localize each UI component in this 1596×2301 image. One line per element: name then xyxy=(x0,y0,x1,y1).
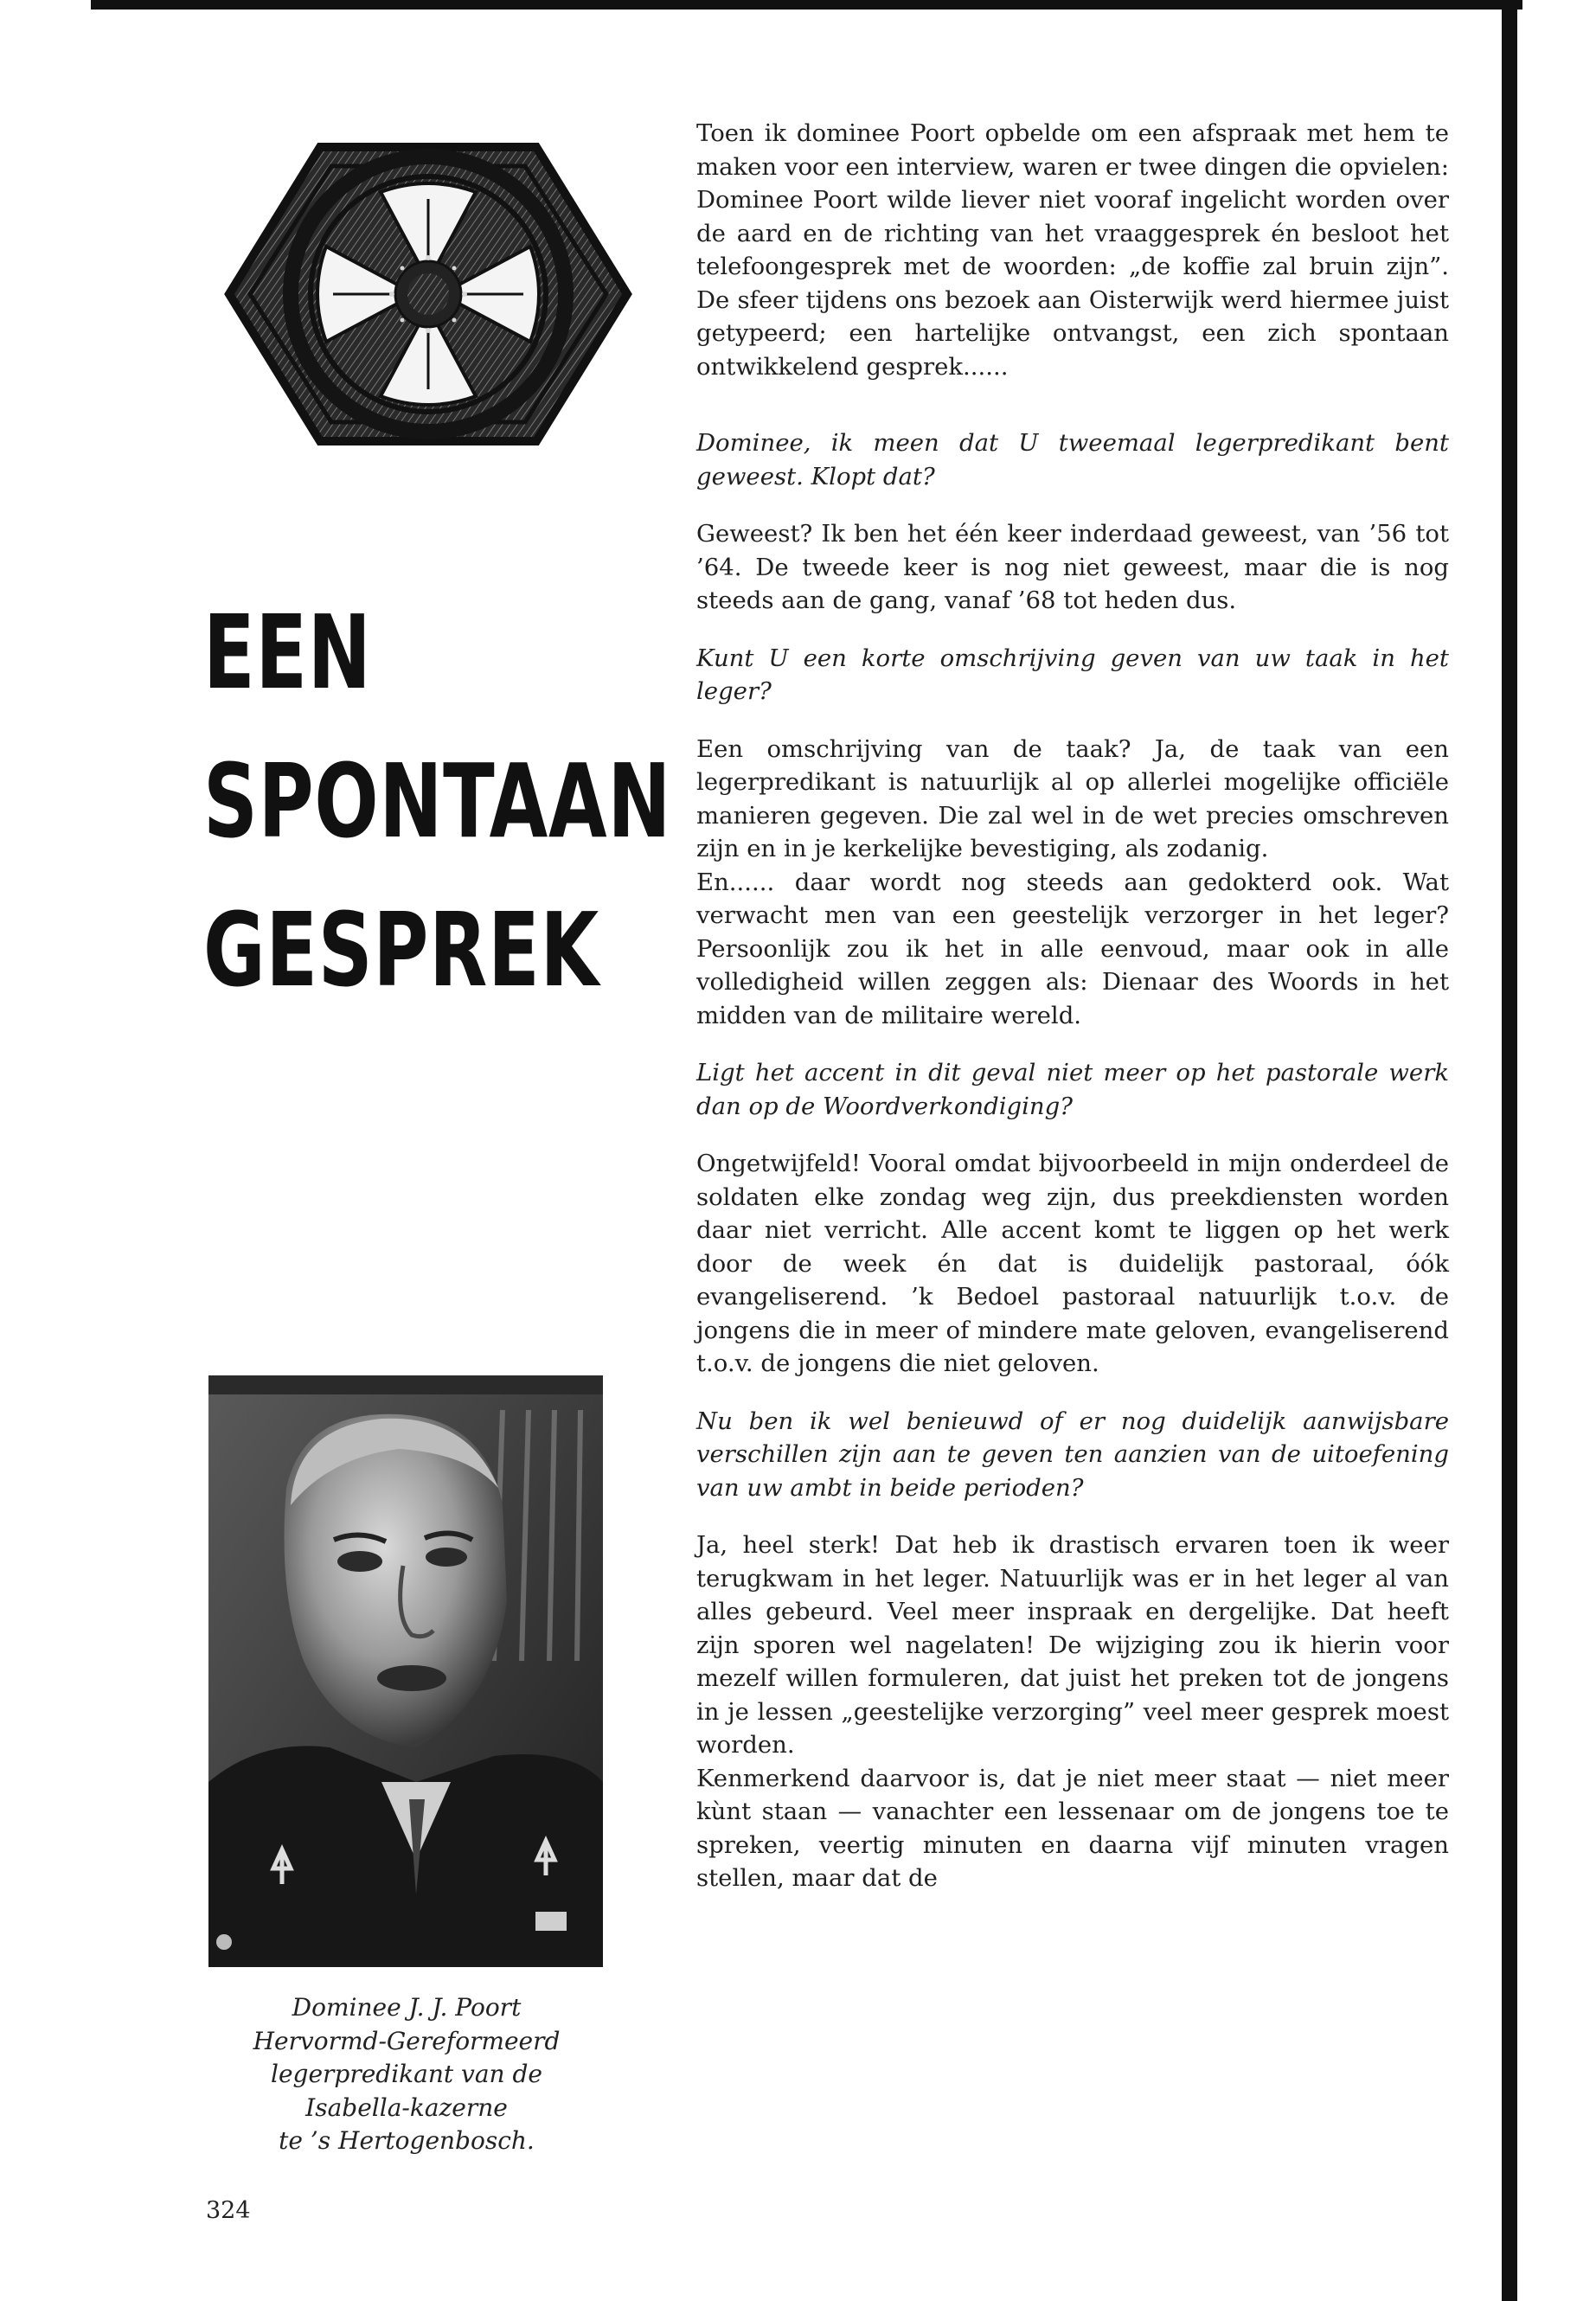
interview-question: Dominee, ik meen dat U tweemaal legerpredikant bent geweest. Klopt dat? xyxy=(696,429,1449,490)
caption-line-2: Hervormd-Gereformeerd xyxy=(253,2026,561,2055)
interview-answer: Geweest? Ik ben het één keer inderdaad geweest, van ’56 tot ’64. De tweede keer is nog niet geweest, maar die is nog steeds aan de gang, vanaf ’68 tot heden dus. xyxy=(696,520,1449,614)
interview-answer: Een omschrijving van de taak? Ja, de taak van een legerpredikant is natuurlijk al op allerlei mogelijke officiële manieren gegeven. Die zal wel in de wet precies omschreven zijn en in je kerkelijke bevestiging, als zodanig. xyxy=(696,734,1449,862)
top-border-rule xyxy=(91,0,1522,10)
photo-caption xyxy=(208,1991,606,2158)
interview-answer: Ongetwijfeld! Vooral omdat bijvoorbeeld in mijn onderdeel de soldaten elke zondag weg zijn, dus preekdiensten worden daar niet verricht. Alle accent komt te liggen op het werk door de week én dat is duidelijk pastoraal, óók evangeliserend. ’k Bedoel pastoraal natuurlijk t.o.v. de jongens die in meer of mindere mate geloven, evangeliserend t.o.v. de jongens die niet geloven. xyxy=(696,1150,1449,1377)
article-body xyxy=(696,117,1449,1895)
caption-line-4: Isabella-kazerne xyxy=(305,2093,508,2122)
intro-paragraph: Toen ik dominee Poort opbelde om een afspraak met hem te maken voor een interview, waren er twee dingen die opvielen: Dominee Poort wilde liever niet vooraf ingelicht worden over de aard en de richting van het vraaggesprek én besloot het telefoongesprek met de woorden: „de koffie zal bruin zijn”. De sfeer tijdens ons bezoek aan Oisterwijk werd hiermee juist getypeerd; een hartelijke ontvangst, een zich spontaan ontwikkelend gesprek...... xyxy=(696,119,1449,381)
article-headline xyxy=(203,578,672,1024)
right-border-rule xyxy=(1502,0,1517,2301)
interview-question: Nu ben ik wel benieuwd of er nog duidelijk aanwijsbare verschillen zijn aan te geven ten aanzien van de uitoefening van uw ambt in beide perioden? xyxy=(696,1407,1449,1502)
cross-emblem-illustration xyxy=(221,130,636,458)
interview-answer-continued: Kenmerkend daarvoor is, dat je niet meer staat — niet meer kùnt staan — vanachter een lessenaar om de jongens toe te spreken, veertig minuten en daarna vijf minuten vragen stellen, maar dat de xyxy=(696,1764,1449,1892)
headline-line-3: GESPREK xyxy=(203,890,599,1009)
interview-answer-continued: En...... daar wordt nog steeds aan gedokterd ook. Wat verwacht men van een geestelijk verzorger in het leger? Persoonlijk zou ik het in alle eenvoud, maar ook in alle volledigheid willen zeggen als: Dienaar des Woords in het midden van de militaire wereld. xyxy=(696,868,1449,1029)
interview-question: Ligt het accent in dit geval niet meer op het pastorale werk dan op de Woordverkondiging? xyxy=(696,1059,1449,1120)
caption-line-5: te ’s Hertogenbosch. xyxy=(279,2126,535,2155)
portrait-photo xyxy=(208,1375,603,1967)
headline-line-2: SPONTAAN xyxy=(203,741,672,861)
page-number: 324 xyxy=(206,2197,251,2224)
caption-line-1: Dominee J. J. Poort xyxy=(292,1993,522,2022)
interview-answer: Ja, heel sterk! Dat heb ik drastisch ervaren toen ik weer terugkwam in het leger. Natuurlijk was er in het leger al van alles gebeurd. Veel meer inspraak en dergelijke. Dat heeft zijn sporen wel nagelaten! De wijziging zou ik hierin voor mezelf willen formuleren, dat juist het preken tot de jongens in je lessen „geestelijke verzorging” veel meer gesprek moest worden. xyxy=(696,1531,1449,1759)
interview-question: Kunt U een korte omschrijving geven van uw taak in het leger? xyxy=(696,644,1449,705)
headline-line-1: EEN xyxy=(203,593,372,712)
caption-line-3: legerpredikant van de xyxy=(271,2060,542,2088)
